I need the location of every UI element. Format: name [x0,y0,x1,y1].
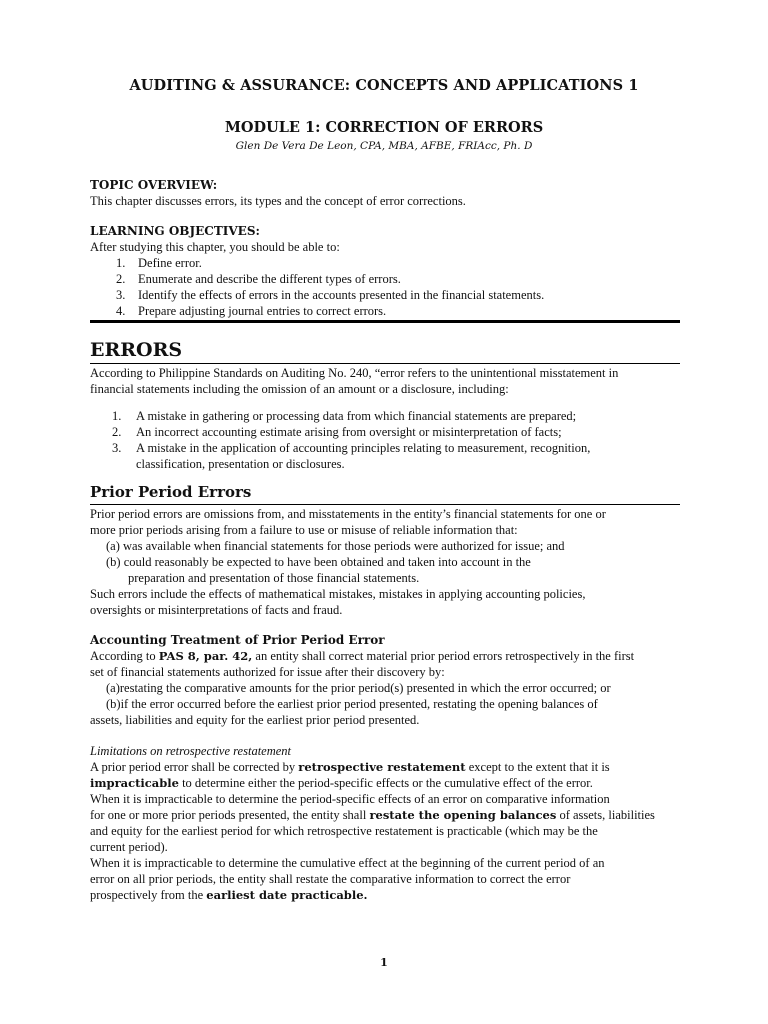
list-number: 2. [112,425,122,439]
course-title: AUDITING & ASSURANCE: CONCEPTS AND APPLICATIONS 1 [129,77,639,94]
paragraph-line: Prior period errors are omissions from, and misstatements in the entity’s financial statements for one or [90,507,606,521]
prior-period-errors-heading: Prior Period Errors [90,483,252,501]
errors-list-block [90,408,680,472]
text-run: an entity shall correct material prior period errors retrospectively in the first [252,649,635,663]
topic-overview-text: This chapter discusses errors, its types and the concept of error corrections. [90,194,466,208]
learning-objectives [90,223,680,319]
list-number: 1. [116,256,126,270]
paragraph-line: more prior periods arising from a failure to use or misuse of reliable information that: [90,523,518,537]
list-text: Prepare adjusting journal entries to correct errors. [138,304,387,318]
text-run: of assets, liabilities [556,808,655,822]
page-number: 1 [380,956,388,969]
paragraph-line: assets, liabilities and equity for the earliest prior period presented. [90,713,420,727]
list-item [90,408,680,424]
paragraph-line [90,807,680,823]
module-title: MODULE 1: CORRECTION OF ERRORS [224,119,544,136]
heading-underline [90,504,680,505]
sub-item-b: (b) could reasonably be expected to have been obtained and taken into account in the [106,555,531,569]
paragraph-line [90,648,680,664]
text-run: except to the extent that it is [465,760,610,774]
errors-intro-line: According to Philippine Standards on Auditing No. 240, “error refers to the unintentional misstatement in [90,366,619,380]
list-text: Enumerate and describe the different types of errors. [138,272,401,286]
learning-objectives-intro: After studying this chapter, you should be able to: [90,240,340,254]
prior-period-errors-body [90,506,680,618]
bold-term: restate the opening balances [369,808,557,822]
list-text: Identify the effects of errors in the accounts presented in the financial statements. [138,288,545,302]
list-item [90,424,680,440]
sub-item-b: (b)if the error occurred before the earliest prior period presented, restating the opening balances of [106,697,598,711]
bold-term: impracticable [90,776,179,790]
errors-list [90,408,680,472]
errors-heading: ERRORS [90,339,183,361]
paragraph-line: Such errors include the effects of mathematical mistakes, mistakes in applying accounting policies, [90,587,586,601]
limitations [90,743,680,903]
limitations-heading: Limitations on retrospective restatement [90,744,292,758]
text-run: prospectively from the [90,888,207,902]
sub-item-b-continued: preparation and presentation of those financial statements. [128,571,420,585]
learning-objectives-heading: LEARNING OBJECTIVES: [90,224,260,238]
list-text: An incorrect accounting estimate arising from oversight or misinterpretation of facts; [136,425,562,439]
errors-intro-line: financial statements including the omission of an amount or a disclosure, including: [90,382,509,396]
text-run: According to [90,649,159,663]
topic-overview-heading: TOPIC OVERVIEW: [90,178,218,192]
paragraph-line: and equity for the earliest period for which retrospective restatement is practicable (which may be the [90,824,598,838]
list-number: 3. [116,288,126,302]
text-run: A prior period error shall be corrected by [90,760,299,774]
author-line: Glen De Vera De Leon, CPA, MBA, AFBE, FRIAcc, Ph. D [235,140,533,152]
list-number: 1. [112,409,122,423]
accounting-treatment [90,632,680,728]
list-text: A mistake in gathering or processing data from which financial statements are prepared; [136,409,577,423]
errors-intro [90,365,680,397]
list-item [90,287,680,303]
list-number: 4. [116,304,126,318]
list-text-continued: classification, presentation or disclosures. [136,457,345,471]
bold-term: earliest date practicable. [206,888,368,902]
bold-reference: PAS 8, par. 42, [158,649,253,663]
bold-term: retrospective restatement [298,760,466,774]
list-number: 3. [112,441,122,455]
list-text: A mistake in the application of accounting principles relating to measurement, recognition, [136,441,591,455]
text-run: to determine either the period-specific effects or the cumulative effect of the error. [178,776,593,790]
list-item [90,440,680,472]
paragraph-line: set of financial statements authorized for issue after their discovery by: [90,665,445,679]
topic-overview [90,177,680,209]
list-item [90,271,680,287]
paragraph-line: When it is impracticable to determine the cumulative effect at the beginning of the current period of an [90,856,605,870]
paragraph-line: When it is impracticable to determine the period-specific effects of an error on comparative information [90,792,610,806]
sub-item-a: (a) was available when financial statements for those periods were authorized for issue; and [106,539,565,553]
paragraph-line [90,887,680,903]
sub-item-a: (a)restating the comparative amounts for the prior period(s) presented in which the error occurred; or [106,681,611,695]
accounting-treatment-heading: Accounting Treatment of Prior Period Error [90,633,385,647]
list-item [90,303,680,319]
paragraph-line [90,775,680,791]
paragraph-line: current period). [90,840,168,854]
heading-underline [90,363,680,364]
text-run: for one or more prior periods presented, the entity shall [90,808,370,822]
paragraph-line: oversights or misinterpretations of facts and fraud. [90,603,343,617]
list-text: Define error. [138,256,202,270]
list-item [90,255,680,271]
list-number: 2. [116,272,126,286]
paragraph-line [90,759,680,775]
paragraph-line: error on all prior periods, the entity shall restate the comparative information to correct the error [90,872,571,886]
section-divider [90,320,680,323]
objectives-list [90,255,680,319]
